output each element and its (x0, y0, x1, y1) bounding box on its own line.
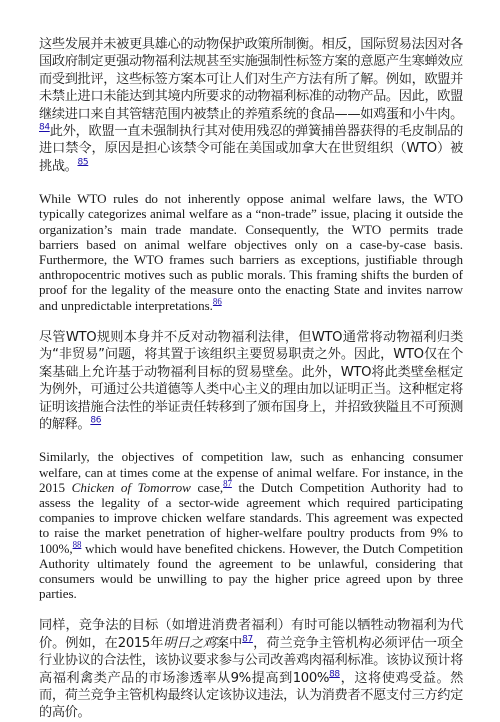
text-span: 同样，竞争法的目标（如增进消费者福利）有时可能以牺牲动物福利为代价。例如，在2015年 (39, 618, 463, 651)
paragraph-zh-3 (39, 617, 463, 721)
footnote-link-87[interactable]: 87 (242, 634, 253, 645)
footnote-link-85[interactable]: 85 (77, 157, 89, 168)
text-span: Similarly, the objectives of competition law, such as enhancing consumer welfare, can at times come at the expense of animal welfare. For instance, in the 2015 (39, 449, 463, 495)
footnote-link-84[interactable]: 84 (39, 122, 50, 133)
paragraph-en-1 (39, 191, 463, 313)
text-span: 此外，欧盟一直未强制执行其对使用残忍的弹簧捕兽器获得的毛皮制品的进口禁令，原因是担心该禁令可能在美国或加拿大在世贸组织（WTO）被挑战。 (39, 124, 463, 174)
text-span: ，这将使鸡受益。然而，荷兰竞争主管机构最终认定该协议违法，认为消费者不愿支付三方约定的高价。 (39, 670, 463, 721)
text-span: which would have benefited chickens. However, the Dutch Competition Authority ultimately found the agreement to be unlawful, considering that consumers would be unwilling to pay the higher price agreed upon by three parties. (39, 540, 463, 602)
footnote-link-88[interactable]: 88 (329, 669, 340, 680)
text-span: 这些发展并未被更具雄心的动物保护政策所制衡。相反，国际贸易法因对各国政府制定更强动物福利法规甚至实施强制性标签方案的意愿产生寒蝉效应而受到批评，这些标签方案本可让人们对生产方法有所了解。例如，欧盟并未禁止进口未能达到其境内所要求的动物福利标准的动物产品。因此，欧盟继续进口来自其管辖范围内被禁止的养殖系统的食品——如鸡蛋和小牛肉。 (39, 37, 463, 122)
text-span: While WTO rules do not inherently oppose animal welfare laws, the WTO typically categorizes animal welfare as a “non-trade” issue, placing it outside the organization’s main trade mandate. Consequently, the WTO permits trade barriers based on animal welfare objectives only on a case-by-case basis. Furthermore, the WTO frames such barriers as exceptions, justifiable through anthropocentric motives such as public morals. This framing shifts the burden of proof for the legality of the measure onto the enacting State and invites narrow and unpredictable interpretations. (39, 191, 463, 313)
text-span: case, (190, 479, 224, 495)
paragraph-zh-2 (39, 329, 463, 433)
paragraph-zh-1 (39, 36, 463, 175)
text-span: ，荷兰竞争主管机构必须评估一项全行业协议的合法性，该协议要求参与公司改善鸡肉福利标准。该协议预计将高福利禽类产品的市场渗透率从9%提高到100% (39, 635, 463, 686)
text-span: 案中 (215, 635, 243, 651)
text-span: 尽管WTO规则本身并不反对动物福利法律，但WTO通常将动物福利归类为“非贸易”问题，将其置于该组织主要贸易职责之外。因此，WTO仅在个案基础上允许基于动物福利目标的贸易壁垒。此外，WTO将此类壁垒框定为例外，可通过公共道德等人类中心主义的理由加以证明正当。这种框定将证明该措施合法性的举证责任转移到了颁布国身上，并招致狭隘且不可预测的解释。 (39, 329, 463, 432)
case-name-italic: 明日之鸡 (163, 635, 216, 651)
document-page (39, 36, 463, 722)
footnote-link-87[interactable]: 87 (223, 478, 232, 489)
footnote-link-88[interactable]: 88 (72, 539, 82, 550)
footnote-link-86[interactable]: 86 (212, 296, 222, 307)
case-name-italic: Chicken of Tomorrow (71, 479, 191, 495)
footnote-link-86[interactable]: 86 (90, 415, 102, 426)
paragraph-en-2 (39, 449, 463, 601)
text-span: the Dutch Competition Authority had to assess the legality of a sector-wide agreement which required participating companies to improve chicken welfare standards. This agreement was expected to raise the market penetration of higher-welfare poultry products from 9% to 100%, (39, 479, 464, 556)
